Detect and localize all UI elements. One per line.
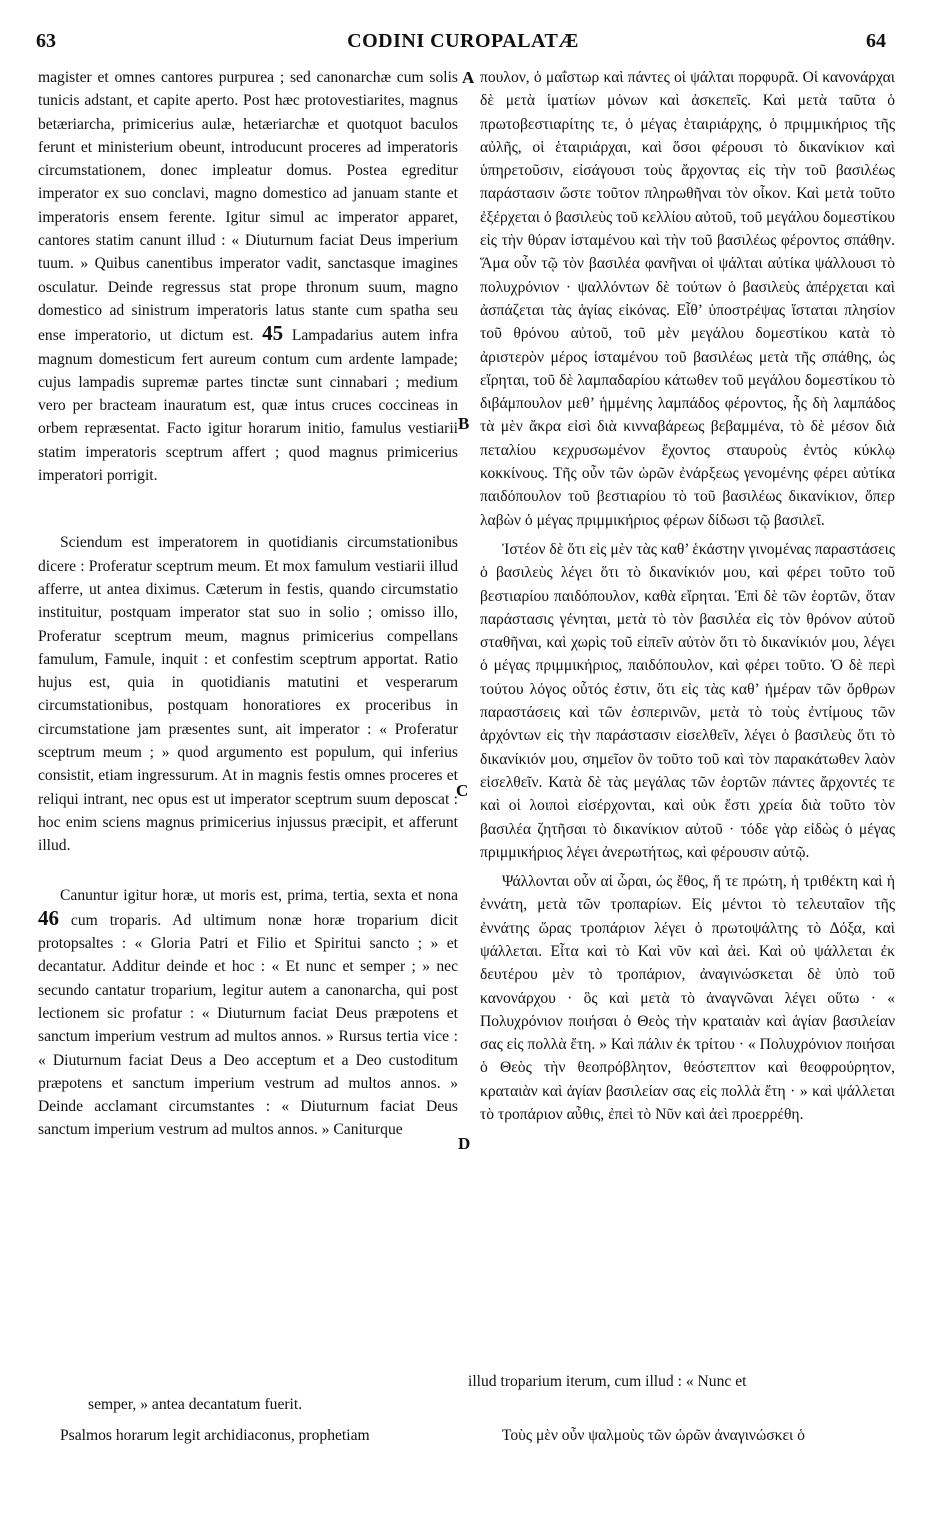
latin-text: magister et omnes cantores purpurea ; sed canonarchæ cum solis tunicis adstant, et capite aperto. Post hæc protovestiarites, magnus betæriarcha, primicerius aulæ, hetæriarchæ et quotquot baculos ferunt et ministerium obeunt, introducunt proceres ad imperatoris circumstationem, donec impleatur domus. Postea egreditur imperator ex suo conclavi, magno domestico ad januam stante et imperatoris ensem ferente. Igitur simul ac imperator apparet, cantores statim canunt illud : « Diuturnum faciat Deus imperium tuum. » Quibus canentibus imperator vadit, sanctasque imagines osculatur. Deinde regressus stat prope thronum suum, magno domestico ad sinistrum imperatoris latus stante cum spatha seu ense imperatorio, ut dictum est. <box>38 69 458 345</box>
latin-paragraph-1 <box>38 66 458 487</box>
latin-column <box>38 66 458 1142</box>
greek-paragraph-3: Ψάλλονται οὖν αἱ ὧραι, ὡς ἔθος, ἥ τε πρώτη, ἡ τριθέκτη καὶ ἡ ἐννάτη, μετὰ τῶν τροπαρίων. Εἰς μέντοι τὸ τελευταῖον τῆς ἐννάτης ὥρας τροπάριον λέγει ὁ πρωτοψάλτης τὸ Δόξα, καὶ ψάλλεται. Εἶτα καὶ τὸ Καὶ νῦν καὶ ἀεὶ. Καὶ οὐ ψάλλεται ἐκ δευτέρου μὲν τὸ τροπάριον, ἀναγινώσκεται δὲ ὑπὸ τοῦ κανονάρχου · ὃς καὶ μετὰ τὸ ἀναγνῶναι λέγει οὕτω · « Πολυχρόνιον ποιήσαι ὁ Θεὸς τὴν κραταιὰν καὶ ἁγίαν βασιλείαν σας εἰς πολλὰ ἔτη. » Καὶ πάλιν ἐκ τρίτου · « Πολυχρόνιον ποιήσαι ὁ Θεὸς τὴν θεοπρόβλητον, θεόστεπτον καὶ θεοφρούρητον, κραταιὰν καὶ ἁγίαν βασιλείαν σας εἰς πολλὰ ἔτη · » καὶ ψάλλεται τὸ τροπάριον αὖθις, ἐπεὶ τὸ Νῦν καὶ ἀεὶ προερρέθη. <box>480 873 895 1124</box>
latin-text: Canuntur igitur horæ, ut moris est, prima, tertia, sexta et nona <box>60 886 458 904</box>
latin-paragraph-3 <box>38 884 458 1142</box>
latin-paragraph-2: Sciendum est imperatorem in quotidianis circumstationibus dicere : Proferatur sceptrum meum. Et mox famulum vestiarii illud afferre, ut antea diximus. Cæterum in festis, quando circumstatio instituitur, postquam imperator stat suo in solio ; omisso illo, Proferatur sceptrum meum, magnus primicerius compellans famulum, Famule, inquit : et confestim sceptrum apportat. Ratio hujus est, quia in quotidianis matutini et vesperarum circumstationibus, postquam honoratiores ex proceribus in circumstatione jam præsentes sunt, ait imperator : « Proferatur sceptrum meum ; » quod argumento est populum, qui inferius consistit, etiam ingressurum. At in magnis festis omnes proceres et reliqui intrant, nec opus est ut imperator sceptrum suum deposcat : hoc enim sciens magnus primicerius injussus præcipit, et afferunt illud. <box>38 534 458 855</box>
latin-text: cum troparis. Ad ultimum nonæ horæ troparium dicit protopsaltes : « Gloria Patri et Filio et Spiritui sancto ; » et decantatur. Additur deinde et hoc : « Et nunc et semper ; » nec secundo cantatur troparium, legitur autem a canonarcha, qui post lectionem sic profatur : « Diuturnum faciat Deus præpotens et sanctum imperium vestrum ad multos annos. » Rursus tertia vice : « Diuturnum faciat Deus a Deo acceptum et a Deo custoditum præpotens et sanctum imperium vestrum ad multos annos. » Deinde acclamant circumstantes : « Diuturnum faciat Deus sanctum imperium vestrum ad multos annos. » Caniturque <box>38 911 458 1139</box>
latin-tail: semper, » antea decantatum fuerit. <box>88 1396 303 1413</box>
running-header <box>0 30 926 60</box>
footer-line-2 <box>38 1424 898 1447</box>
footer-block <box>38 1373 898 1448</box>
footer-line-1 <box>38 1393 898 1416</box>
page-number-left: 63 <box>36 30 56 52</box>
section-number: 45 <box>262 321 284 346</box>
running-title: CODINI CUROPALATÆ <box>347 30 579 52</box>
margin-letter-b: B <box>458 414 470 433</box>
latin-continuation: illud troparium iterum, cum illud : « Nunc et <box>468 1373 747 1390</box>
latin-last-line: Psalmos horarum legit archidiaconus, prophetiam <box>60 1427 370 1445</box>
page-number-right: 64 <box>866 30 886 52</box>
greek-last-line: Τοὺς μὲν οὖν ψαλμοὺς τῶν ὡρῶν ἀναγινώσκει ὁ <box>501 1427 805 1445</box>
greek-paragraph-2: Ἰστέον δὲ ὅτι εἰς μὲν τὰς καθ’ ἑκάστην γινομένας παραστάσεις ὁ βασιλεὺς λέγει ὅτι τὸ δικανίκιόν μου, καὶ φέρει τοῦτο τοῦ βεστιαρίου παιδόπουλον, καθὰ εἴρηται. Ἐπὶ δὲ τῶν ἑορτῶν, ὅταν παράστασις γένηται, μετὰ τὸ τὸν βασιλέα εἰς τὸν θρόνον αὐτοῦ σταθῆναι, καὶ χωρὶς τοῦ εἰπεῖν αὐτὸν ὅτι τὸ δικανίκιόν μου, λέγει ὁ μέγας πριμμικήριος, παιδόπουλον, καὶ φέρει τοῦτο. Ὁ δὲ περὶ τούτου λόγος οὗτός ἐστιν, ὅτι εἰς τὰς καθ’ ἡμέραν τῶν ὄρθρων παραστάσεις καὶ τῶν ἑσπερινῶν, μετὰ τὸ τοὺς ἐντίμους τῶν ἀρχόντων εἰς τὴν παράστασιν εἰσελθεῖν, λέγει ὁ βασιλεὺς ὅτι τὸ δικανίκιόν μου, σημεῖον ὂν τοῦτο τοῦ καὶ τὸν παρακάτωθεν λαὸν εἰσελθεῖν. Κατὰ δὲ τὰς μεγάλας τῶν ἑορτῶν πάντες ἄρχοντές τε καὶ οἱ λοιποὶ εἰσέρχονται, καὶ οὐκ ἔστι χρεία διὰ τοῦτο τὸν βασιλέα ζητῆσαι τὸ δικανίκιον αὐτοῦ · τόδε γὰρ εἰδὼς ὁ μέγας πριμμικήριος λέγει ἀνερωτήτως, καὶ φέρουσιν αὐτῷ. <box>480 540 895 861</box>
margin-letter-d: D <box>458 1134 471 1153</box>
greek-paragraph-1: πουλον, ὁ μαΐστωρ καὶ πάντες οἱ ψάλται πορφυρᾶ. Οἱ κανονάρχαι δὲ μετὰ ἱματίων μόνων καὶ ἀσκεπεῖς. Καὶ μετὰ ταῦτα ὁ πρωτοβεστιαρίτης τε, ὁ μέγας ἑταιριάρχης, ὁ πριμμικήριος τῆς αὐλῆς, οἱ ἑταιριάρχαι, καὶ ὅσοι φέρουσι τὸ δικανίκιον καὶ ὑπηρετοῦσιν, εἰσάγουσι τοὺς ἄρχοντας εἰς τὴν τοῦ βασιλέως παράστασιν ὥστε τοῦτον πληρωθῆναι τὸν οἶκον. Καὶ μετὰ τοῦτο ἐξέρχεται ὁ βασιλεὺς τοῦ κελλίου αὐτοῦ, τοῦ μεγάλου δομεστίκου εἰς τὴν θύραν ἱσταμένου καὶ τὴν τοῦ βασιλέως φέροντος σπάθην. Ἅμα οὖν τῷ τὸν βασιλέα φανῆναι οἱ ψάλται αὐτίκα ψάλλουσι τὸ πολυχρόνιον · ψαλλόντων δὲ τούτων ὁ βασιλεὺς ἀπέρχεται καὶ ἀσπάζεται τὰς ἁγίας εἰκόνας. Εἶθ’ ὑποστρέψας ἵσταται πλησίον τοῦ θρόνου αὐτοῦ, τοῦ μὲν μεγάλου δομεστίκου κατὰ τὸ ἀριστερὸν μέρος ἱσταμένου τοῦ βασιλέως μετὰ τῆς σπάθης, ὡς εἴρηται, τοῦ δὲ λαμπαδαρίου κάτωθεν τοῦ μεγάλου δομεστίκου τὸ διβάμπουλον μεθ’ ἡμμένης λαμπάδος φέροντος, ἧς δὴ λαμπάδος τὰ μὲν ἄκρα εἰσὶ διὰ κινναβάρεως βεβαμμένα, τὸ δὲ μέσον διὰ πεταλίου κεχρυσωμένον ἔχοντος σταυροὺς ἐντὸς κύκλῳ κοκκίνους. Τῆς οὖν τῶν ὡρῶν ἐνάρξεως γενομένης φέρει αὐτίκα παιδόπουλον τοῦ βεστιαρίου τὸ τοῦ βασιλέως δικανίκιον, ὅπερ λαβὼν ὁ μέγας πριμμικήριος φέρων δίδωσι τῷ βασιλεῖ. <box>480 69 896 529</box>
footer-continuation <box>468 1370 746 1393</box>
section-number: 46 <box>38 905 59 930</box>
margin-letter-c: C <box>456 781 469 800</box>
margin-letter-a: A <box>462 68 475 87</box>
latin-text: Lampadarius autem infra magnum domesticum fert aureum contum cum ardente lampade; cujus lampadis supremæ partes tinctæ sunt cinnabari ; medium vero per bracteam inauratum est, quæ intus cruces coccineas in orbem repræsentat. Facto igitur horarum initio, famulus vestiarii statim imperatoris sceptrum affert ; quod magnus primicerius imperatori porrigit. <box>38 327 459 485</box>
greek-column <box>480 66 895 1126</box>
